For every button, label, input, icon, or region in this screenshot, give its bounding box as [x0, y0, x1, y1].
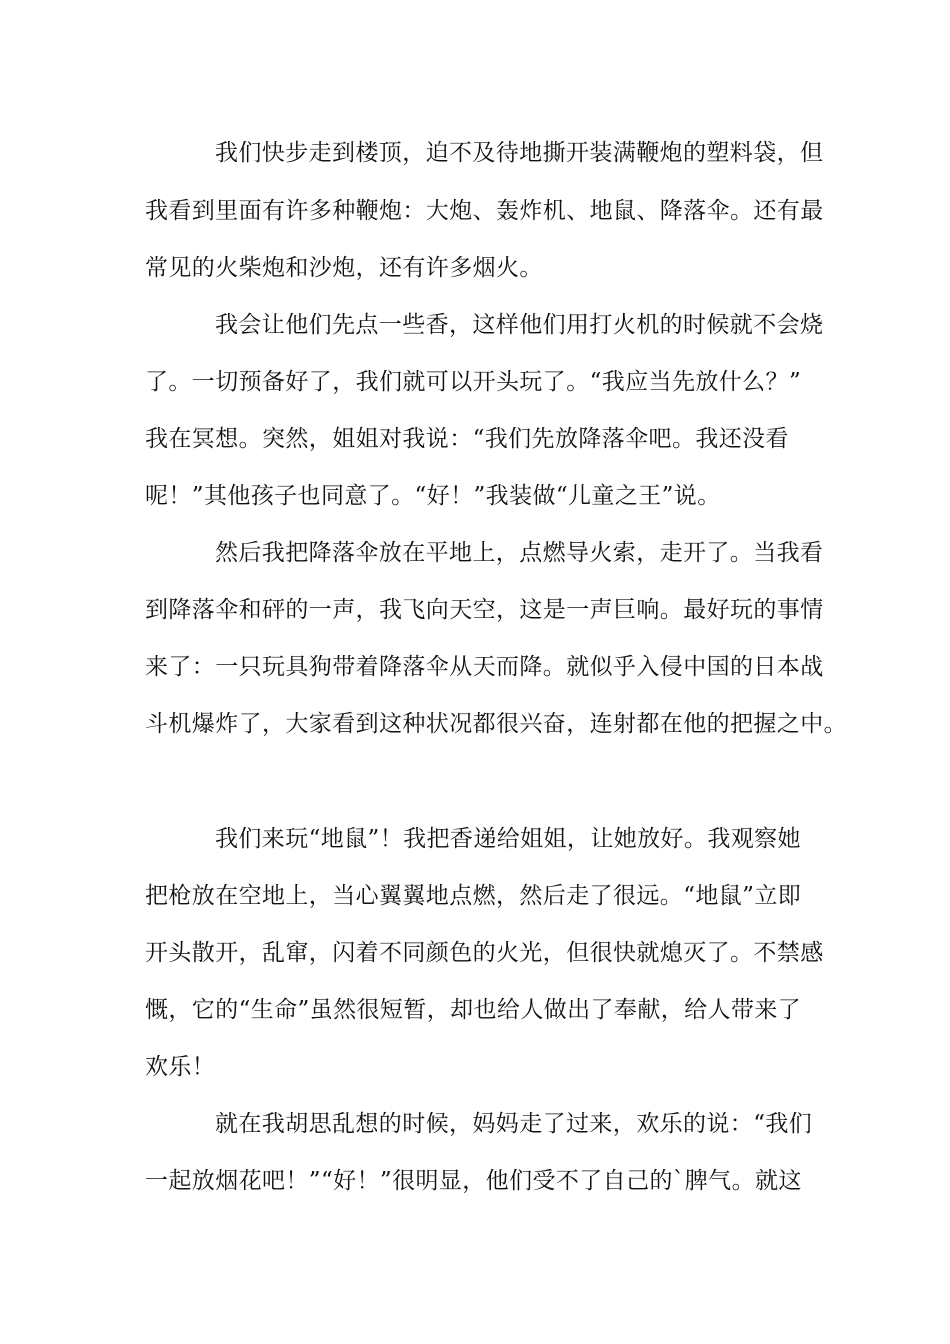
paragraph-4-line-2: 把枪放在空地上，当心翼翼地点燃，然后走了很远。“地鼠”立即	[145, 883, 802, 909]
paragraph-2-line-4: 呢！”其他孩子也同意了。“好！”我装做“儿童之王”说。	[145, 483, 721, 509]
paragraph-1-line-2: 我看到里面有许多种鞭炮：大炮、轰炸机、地鼠、降落伞。还有最	[145, 198, 824, 224]
paragraph-1-line-1: 我们快步走到楼顶，迫不及待地撕开装满鞭炮的塑料袋，但	[215, 140, 824, 166]
paragraph-1-line-3: 常见的火柴炮和沙炮，还有许多烟火。	[145, 255, 543, 281]
paragraph-4-line-3: 开头散开，乱窜，闪着不同颜色的火光，但很快就熄灭了。不禁感	[145, 940, 824, 966]
paragraph-3-line-4: 斗机爆炸了，大家看到这种状况都很兴奋，连射都在他的把握之中。	[145, 711, 847, 737]
paragraph-5-line-2: 一起放烟花吧！”“好！”很明显，他们受不了自己的`脾气。就这	[145, 1168, 802, 1194]
paragraph-3-line-3: 来了：一只玩具狗带着降落伞从天而降。就似乎入侵中国的日本战	[145, 654, 824, 680]
paragraph-4-line-1: 我们来玩“地鼠”！我把香递给姐姐，让她放好。我观察她	[215, 826, 801, 852]
paragraph-2-line-2: 了。一切预备好了，我们就可以开头玩了。“我应当先放什么？”	[145, 369, 802, 395]
paragraph-3-line-2: 到降落伞和砰的一声，我飞向天空，这是一声巨响。最好玩的事情	[145, 597, 824, 623]
paragraph-2-line-3: 我在冥想。突然，姐姐对我说：“我们先放降落伞吧。我还没看	[145, 426, 789, 452]
paragraph-4-line-4: 慨，它的“生命”虽然很短暂，却也给人做出了奉献，给人带来了	[145, 997, 802, 1023]
paragraph-2-line-1: 我会让他们先点一些香，这样他们用打火机的时候就不会烧	[215, 312, 824, 338]
paragraph-3-line-1: 然后我把降落伞放在平地上，点燃导火索，走开了。当我看	[215, 540, 824, 566]
paragraph-5-line-1: 就在我胡思乱想的时候，妈妈走了过来，欢乐的说：“我们	[215, 1111, 813, 1137]
paragraph-4-line-5: 欢乐！	[145, 1054, 216, 1080]
